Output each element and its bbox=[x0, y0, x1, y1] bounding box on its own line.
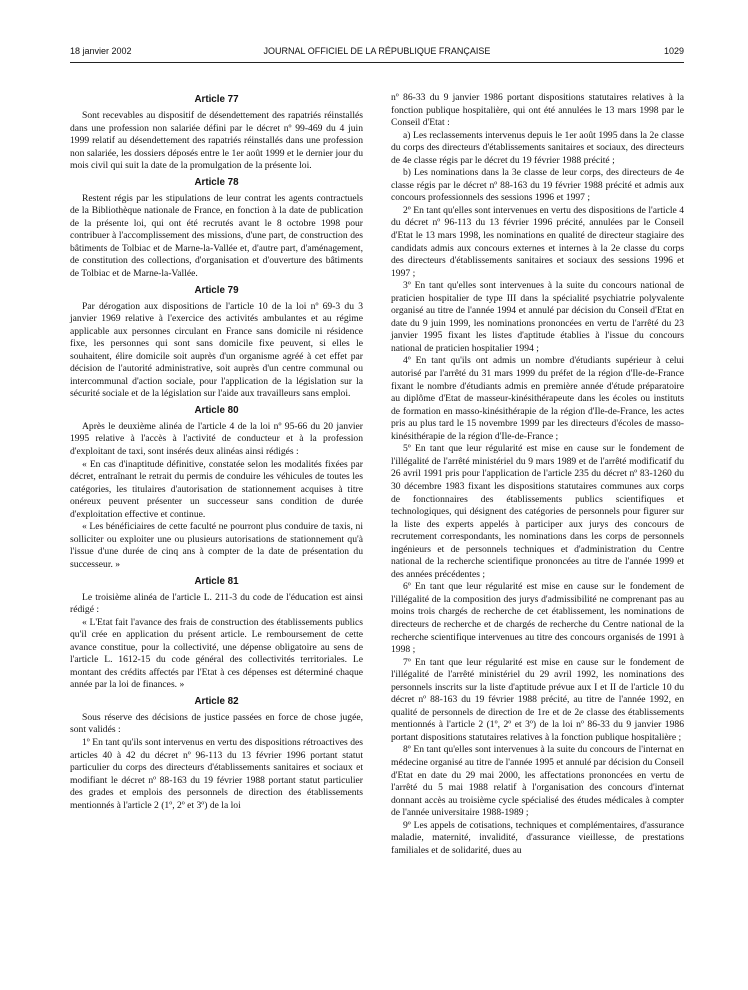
paragraph: 6º En tant que leur régularité est mise en cause sur le fondement de l'illégalité de la composition des jurys d'admissibilité ne comprenant pas au moins trois chargés de recherche de cet établissement, les nominations de directeurs de recherche et de chargés de recherche du Centre national de la recherche scientifique intervenues au titre des concours organisés de 1991 à 1998 ; bbox=[391, 581, 684, 656]
paragraph: « Les bénéficiaires de cette faculté ne pourront plus conduire de taxis, ni solliciter ou exploiter une ou plusieurs autorisations de stationnement qu'à l'issue d'une durée de cinq ans à compter de la date de présentation du successeur. » bbox=[70, 521, 363, 570]
paragraph: Après le deuxième alinéa de l'article 4 de la loi nº 95-66 du 20 janvier 1995 relative à l'accès à l'activité de conducteur et à la profession d'exploitant de taxi, sont insérés deux alinéas ainsi rédigés : bbox=[70, 420, 363, 458]
left-column bbox=[70, 94, 363, 812]
paragraph: « En cas d'inaptitude définitive, constatée selon les modalités fixées par décret, entraînant le retrait du permis de conduire les véhicules de toutes les catégories, les titulaires d'autorisation de stationnement acquises à titre onéreux peuvent présenter un successeur sans condition de durée d'exploitation effective et continue. bbox=[70, 458, 363, 520]
article-heading: Article 82 bbox=[194, 695, 239, 707]
paragraph: 3º En tant qu'elles sont intervenues à la suite du concours national de praticien hospitalier de type III dans la spécialité psychiatrie polyvalente organisé au titre de l'année 1994 et annulé par décision du Conseil d'Etat en date du 9 juin 1999, les nominations prononcées en vertu de l'arrêté du 23 janvier 1995 fixant les listes d'aptitude établies à l'issue du concours national de praticien hospitalier 1994 ; bbox=[391, 280, 684, 354]
running-header bbox=[70, 46, 684, 60]
paragraph: a) Les reclassements intervenus depuis le 1er août 1995 dans la 2e classe du corps des directeurs d'établissements sanitaires et sociaux, des directeurs de 4e classe régis par le décret du 19 février 1988 précité ; bbox=[391, 129, 684, 166]
paragraph: 5º En tant que leur régularité est mise en cause sur le fondement de l'illégalité de l'arrêté ministériel du 9 mars 1989 et de l'arrêté modificatif du 26 avril 1991 pris pour l'application de l'article 235 du décret nº 83-1260 du 30 décembre 1983 fixant les dispositions statutaires communes aux corps de fonctionnaires des établissements publics scientifiques et technologiques, qui désignent des catégories de personnels pour figurer sur la liste des experts appelés à participer aux jurys des concours de recrutement correspondants, les nominations dans les corps de personnels ingénieurs et de personnels techniques et d'administration du Centre national de la recherche scientifique prononcées au titre de l'année 1999 et des années précédentes ; bbox=[391, 443, 684, 580]
right-column bbox=[391, 92, 684, 857]
header-date: 18 janvier 2002 bbox=[70, 46, 132, 56]
paragraph: nº 86-33 du 9 janvier 1986 portant dispositions statutaires relatives à la fonction publique hospitalière, qui ont été annulées le 13 mars 1998 par le Conseil d'Etat : bbox=[391, 92, 684, 129]
paragraph: Sous réserve des décisions de justice passées en force de chose jugée, sont validés : bbox=[70, 711, 363, 736]
paragraph: 8º En tant qu'elles sont intervenues à la suite du concours de l'internat en médecine organisé au titre de l'année 1995 et annulé par décision du Conseil d'Etat en date du 29 mai 2000, les affectations prononcées en vertu de l'arrêté du 5 mai 1988 relatif à l'organisation des concours d'internat donnant accès au troisième cycle spécialisé des études médicales à compter de l'année universitaire 1988-1989 ; bbox=[391, 744, 684, 819]
article-heading: Article 81 bbox=[194, 575, 239, 587]
paragraph: Sont recevables au dispositif de désendettement des rapatriés réinstallés dans une profession non salariée défini par le décret nº 99-469 du 4 juin 1999 relatif au désendettement des rapatriés réinstallés dans une profession non salariée, les dossiers déposés entre le 1er août 1999 et le dernier jour du mois civil qui suit la date de la promulgation de la présente loi. bbox=[70, 110, 363, 172]
paragraph: b) Les nominations dans la 3e classe de leur corps, des directeurs de 4e classe régis par le décret nº 88-163 du 19 février 1988 précité et admis aux concours professionnels des sessions 1996 et 1997 ; bbox=[391, 167, 684, 204]
header-rule bbox=[70, 62, 684, 63]
article-heading: Article 80 bbox=[194, 404, 239, 416]
paragraph: 2º En tant qu'elles sont intervenues en vertu des dispositions de l'article 4 du décret nº 96-113 du 13 février 1996 précité, annulées par le Conseil d'Etat le 13 mars 1998, les nominations en qualité de directeur stagiaire des candidats admis aux concours externes et internes à la 2e classe du corps des directeurs d'établissements sanitaires et sociaux des sessions 1996 et 1997 ; bbox=[391, 204, 684, 279]
paragraph: Restent régis par les stipulations de leur contrat les agents contractuels de la Bibliothèque nationale de France, en fonction à la date de publication de la présente loi, qui ont été recrutés avant le 8 octobre 1998 pour contribuer à l'accomplissement des missions, d'une part, de construction des bâtiments de Tolbiac et de Marne-la-Vallée et, d'autre part, d'aménagement, de constitution des collections, d'organisation et d'ouverture des bâtiments de Tolbiac et de Marne-la-Vallée. bbox=[70, 192, 363, 280]
paragraph: Par dérogation aux dispositions de l'article 10 de la loi nº 69-3 du 3 janvier 1969 relative à l'exercice des activités ambulantes et au régime applicable aux personnes circulant en France sans domicile ni résidence fixe, les personnes qui sont sans domicile fixe peuvent, si elles le souhaitent, élire domicile soit auprès d'un organisme agréé à cet effet par décision de l'autorité administrative, soit auprès d'un centre communal ou intercommunal d'action sociale, pour l'application de la législation sur la sécurité sociale et de la législation sur l'aide aux travailleurs sans emploi. bbox=[70, 300, 363, 400]
paragraph: Le troisième alinéa de l'article L. 211-3 du code de l'éducation est ainsi rédigé : bbox=[70, 591, 363, 616]
paragraph: « L'Etat fait l'avance des frais de construction des établissements publics qu'il crée en application du présent article. Le remboursement de cette avance constitue, pour la collectivité, une dépense obligatoire au sens de l'article L. 1612-15 du code général des collectivités territoriales. Le montant des crédits affectés par l'Etat à ces dépenses est déterminé chaque année par la loi de finances. » bbox=[70, 616, 363, 691]
article-heading: Article 78 bbox=[194, 176, 239, 188]
article-heading: Article 79 bbox=[194, 284, 239, 296]
paragraph: 1º En tant qu'ils sont intervenus en vertu des dispositions rétroactives des articles 40 à 42 du décret nº 96-113 du 13 février 1996 portant statut particulier du corps des directeurs d'établissements sanitaires et sociaux et modifiant le décret nº 88-163 du 19 février 1988 portant statut particulier des grades et emplois des personnels de direction des établissements mentionnés à l'article 2 (1º, 2º et 3º) de la loi bbox=[70, 736, 363, 811]
paragraph: 7º En tant que leur régularité est mise en cause sur le fondement de l'illégalité de l'arrêté ministériel du 29 avril 1992, les nominations des personnels inscrits sur la liste d'aptitude prévue aux I et II de l'article 10 du décret nº 88-163 du 19 février 1988 précité, au titre de l'année 1992, en qualité de personnels de direction de 1re et de 2e classe des établissements mentionnés à l'article 2 (1º, 2º et 3º) de la loi nº 86-33 du 9 janvier 1986 portant dispositions statutaires relatives à la fonction publique hospitalière ; bbox=[391, 656, 684, 743]
paragraph: 9º Les appels de cotisations, techniques et complémentaires, d'assurance maladie, maternité, invalidité, d'assurance vieillesse, de prestations familiales et de solidarité, dues au bbox=[391, 819, 684, 856]
header-title: JOURNAL OFFICIEL DE LA RÉPUBLIQUE FRANÇAISE bbox=[263, 46, 491, 56]
page-number: 1029 bbox=[663, 46, 684, 56]
paragraph: 4º En tant qu'ils ont admis un nombre d'étudiants supérieur à celui autorisé par l'arrêté du 31 mars 1999 du préfet de la région d'Ile-de-France fixant le nombre d'étudiants admis en première année d'étude préparatoire au diplôme d'Etat de masseur-kinésithérapeute dans les écoles ou instituts de formation en masso-kinésithérapie de la région d'Ile-de-France, les actes pris au plus tard le 15 novembre 1999 par les directeurs d'écoles de masso-kinésithérapie de la région d'Ile-de-France ; bbox=[391, 355, 684, 442]
article-heading: Article 77 bbox=[194, 94, 239, 105]
